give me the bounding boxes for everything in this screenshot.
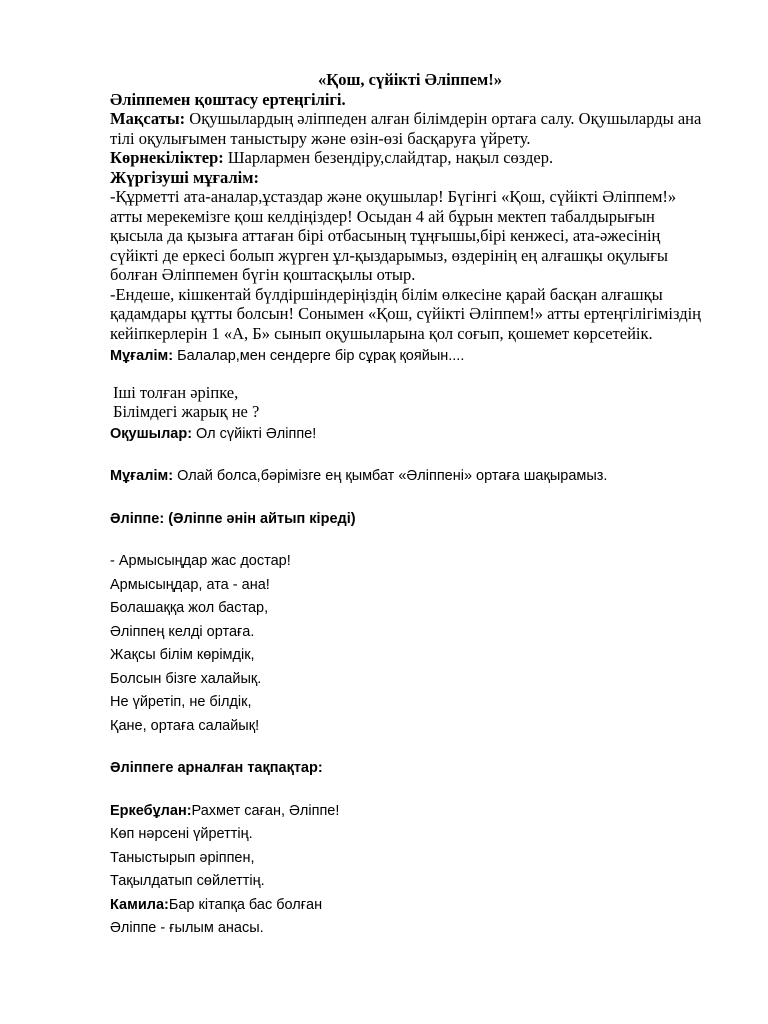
students-answer [110,423,710,447]
alippe-section [110,508,710,739]
teacher-text: Олай болса,бәрімізге ең қымбат «Әліппені» ортаға шақырамыз. [173,468,608,484]
teacher-invite [110,465,710,489]
speaker-label: Камила: [110,896,169,913]
header-block [110,70,710,343]
document-page [110,70,710,941]
visuals-text: Шарлармен безендіру,слайдтар, нақыл сөздер. [223,148,554,167]
poem-line: - Армысыңдар жас достар! [110,553,291,569]
poem-line: Болашаққа жол бастар, [110,600,269,616]
riddle-line: Білімдегі жарық не ? [113,402,260,421]
poem-line: Армысыңдар, ата - ана! [110,576,270,593]
document-title: «Қош, сүйікті Әліппем!» [318,70,502,89]
poems-section [110,757,710,941]
poem-line: Әліппе - ғылым анасы. [110,920,264,936]
teacher-text: Балалар,мен сендерге бір сұрақ қояйын.... [173,348,465,364]
visuals-paragraph [110,148,710,168]
goal-paragraph [110,109,710,148]
teacher-label: Мұғалім: [110,348,174,364]
poem-line: Әліппең келді ортаға. [110,623,255,640]
poem-line: Таныстырып әріппен, [110,849,255,866]
visuals-label: Көрнекіліктер: [110,148,224,167]
kamila-first-line: Камила:Бар кітапқа бас болған [110,896,323,913]
host-paragraph-2: -Ендеше, кішкентай бүлдіршіндеріңіздің білім өлкесіне қарай басқан алғашқы қадамдары құтты болсын! Сонымен «Қош, сүйікті Әліппем!» атты ертеңгілігіміздің кейіпкерлерін 1 «А, Б» сынып оқушыларына қол соғып, қошемет көрсетейік. [110,284,702,343]
poem-line: Жақсы білім көрімдік, [110,647,255,663]
erkebulan-first-line: Еркебұлан:Рахмет саған, Әліппе! [110,802,340,819]
goal-text: Оқушылардың әліппеден алған білімдерін ортаға салу. Оқушыларды ана тілі оқулығымен таныстыру және өзін-өзі басқаруға үйрету. [110,109,702,148]
poems-heading: Әліппеге арналған тақпақтар: [110,760,323,776]
poem-line: Болсын бізге халайық. [110,670,262,687]
students-label: Оқушылар: [110,425,193,442]
poem-line: Қане, ортаға салайық! [110,717,260,734]
alippe-heading: Әліппе: (Әліппе әнін айтып кіреді) [110,510,356,527]
riddle-block [110,383,710,422]
riddle-line: Іші толған әріпке, [113,382,239,402]
poem-line: Не үйретіп, не білдік, [110,694,252,710]
goal-label: Мақсаты: [110,109,186,128]
students-text: Ол сүйікті Әліппе! [192,425,317,442]
poem-line: Тақылдатып сөйлеттің. [110,873,265,889]
host-paragraph-1: -Құрметті ата-аналар,ұстаздар және оқушылар! Бүгінгі «Қош, сүйікті Әліппем!» атты мерекемізге қош келдіңіздер! Осыдан 4 ай бұрын мектеп табалдырығын қысыла да қызыға аттаған бірі отбасының тұңғышы,бірі кенжесі, ата-әжесінің сүйікті де еркесі болып жүрген ұл-қыздарымыз, өздерінің ең алғашқы оқулығы болған Әліппемен бүгін қоштасқылы отыр. [110,187,677,284]
host-label: Жүргізуші мұғалім: [110,167,259,187]
teacher-question [110,345,710,369]
document-subtitle: Әліппемен қоштасу ертеңгілігі. [110,89,346,109]
speaker-label: Еркебұлан: [110,802,192,819]
teacher-label: Мұғалім: [110,468,174,484]
poem-line: Көп нәрсені үйреттің. [110,826,253,842]
